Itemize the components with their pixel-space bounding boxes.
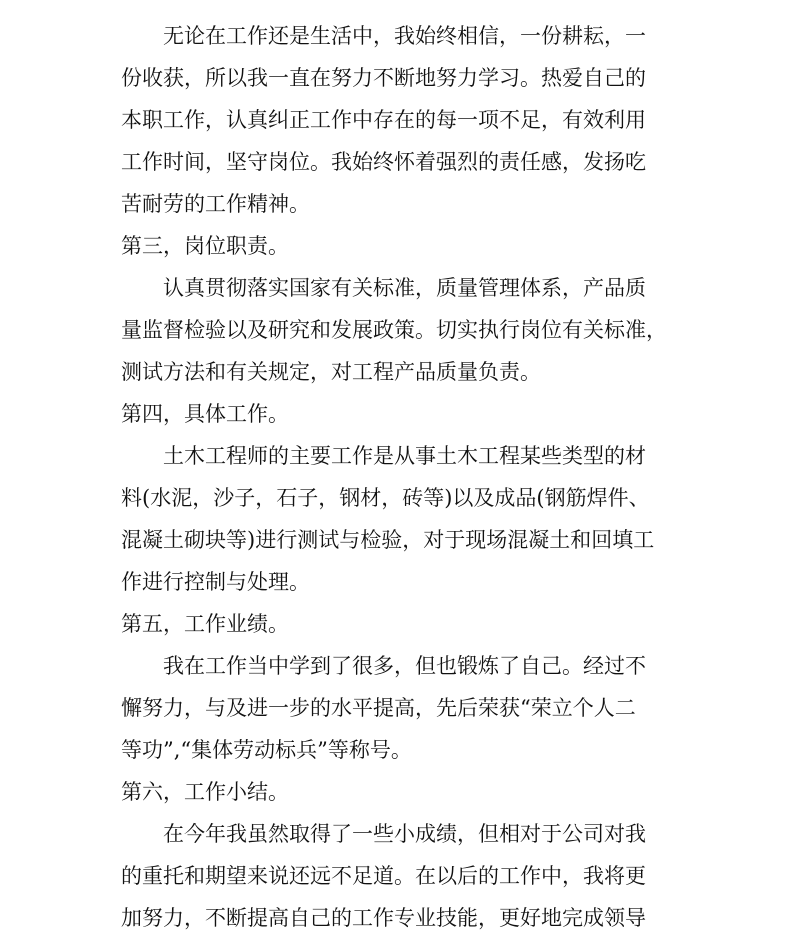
paragraph-4-line-2: 懈努力，与及进一步的水平提高，先后荣获“荣立个人二 bbox=[121, 696, 636, 720]
paragraph-4-line-3: 等功”,“集体劳动标兵”等称号。 bbox=[121, 738, 412, 762]
paragraph-1-line-2: 份收获，所以我一直在努力不断地努力学习。热爱自己的 bbox=[121, 66, 646, 90]
paragraph-2-line-2: 量监督检验以及研究和发展政策。切实执行岗位有关标准， bbox=[121, 318, 667, 342]
paragraph-3-line-2: 料(水泥，沙子，石子，钢材，砖等)以及成品(钢筋焊件、 bbox=[121, 486, 650, 510]
section-heading-3: 第三，岗位职责。 bbox=[121, 234, 289, 258]
paragraph-5-line-3: 加努力，不断提高自己的工作专业技能，更好地完成领导 bbox=[121, 906, 646, 930]
paragraph-2-line-1: 认真贯彻落实国家有关标准，质量管理体系，产品质 bbox=[163, 276, 646, 300]
paragraph-3-line-4: 作进行控制与处理。 bbox=[121, 570, 310, 594]
paragraph-2-line-3: 测试方法和有关规定，对工程产品质量负责。 bbox=[121, 360, 541, 384]
paragraph-3-line-3: 混凝土砌块等)进行测试与检验，对于现场混凝土和回填工 bbox=[121, 528, 655, 552]
paragraph-1-line-5: 苦耐劳的工作精神。 bbox=[121, 192, 310, 216]
paragraph-1-line-3: 本职工作，认真纠正工作中存在的每一项不足，有效利用 bbox=[121, 108, 646, 132]
paragraph-5-line-1: 在今年我虽然取得了一些小成绩，但相对于公司对我 bbox=[163, 822, 646, 846]
section-heading-5: 第五，工作业绩。 bbox=[121, 612, 289, 636]
paragraph-1-line-1: 无论在工作还是生活中，我始终相信，一份耕耘，一 bbox=[163, 24, 646, 48]
paragraph-3-line-1: 土木工程师的主要工作是从事土木工程某些类型的材 bbox=[163, 444, 646, 468]
paragraph-4-line-1: 我在工作当中学到了很多，但也锻炼了自己。经过不 bbox=[163, 654, 646, 678]
paragraph-5-line-2: 的重托和期望来说还远不足道。在以后的工作中，我将更 bbox=[121, 864, 646, 888]
section-heading-6: 第六，工作小结。 bbox=[121, 780, 289, 804]
paragraph-1-line-4: 工作时间，坚守岗位。我始终怀着强烈的责任感，发扬吃 bbox=[121, 150, 646, 174]
section-heading-4: 第四，具体工作。 bbox=[121, 402, 289, 426]
